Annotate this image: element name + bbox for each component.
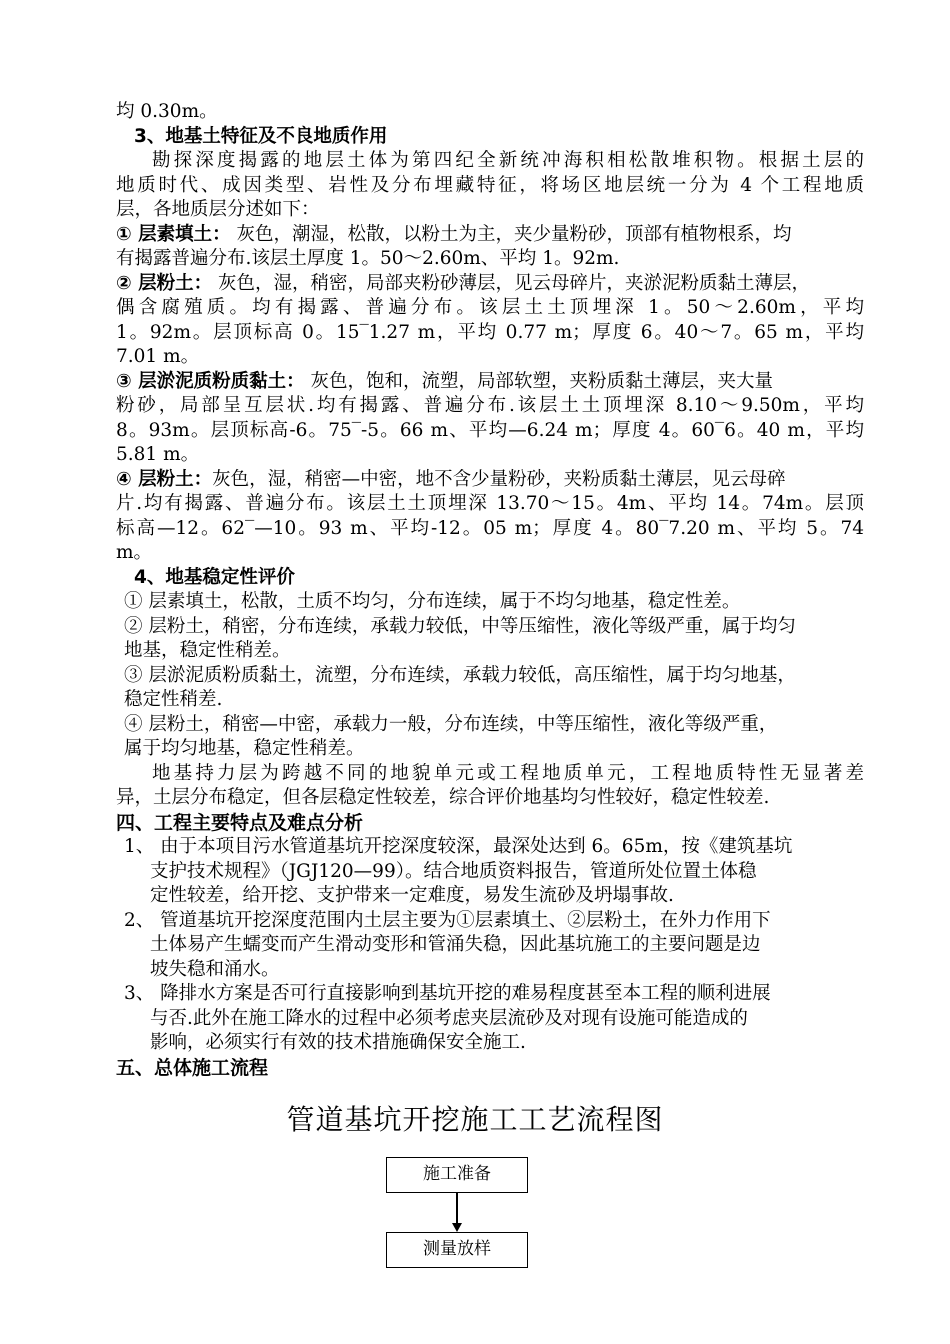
flow-step-prepare: 施工准备 xyxy=(386,1157,528,1193)
flowchart-title: 管道基坑开挖施工工艺流程图 xyxy=(286,1103,664,1136)
stratum-4-label: ④ 层粉土： xyxy=(116,468,213,490)
text-line: 地基持力层为跨越不同的地貌单元或工程地质单元，工程地质特性无显著差 xyxy=(152,762,864,784)
stratum-1-label: ① 层素填土： xyxy=(116,223,231,245)
text-line: 支护技术规程》（JGJ120—99）。结合地质资料报告，管道所处位置土体稳 xyxy=(150,860,757,882)
text-line: 影响，必须实行有效的技术措施确保安全施工. xyxy=(150,1032,526,1053)
text-line: 坡失稳和涌水。 xyxy=(150,958,280,980)
text-line: 勘探深度揭露的地层土体为第四纪全新统冲海积相松散堆积物。根据土层的 xyxy=(152,150,864,171)
stratum-2-line xyxy=(116,272,864,297)
section-heading-3: 3、地基土特征及不良地质作用 xyxy=(134,125,388,147)
stratum-1-line xyxy=(116,223,864,248)
text-line: 5.81 m。 xyxy=(116,444,200,465)
text-line: 地质时代、成因类型、岩性及分布埋藏特征，将场区地层统一分为 4 个工程地质 xyxy=(116,174,864,196)
text-line: 8。93m。层顶标高-6。75‾-5。66 m、平均—6.24 m；厚度 4。60‾6。40 m，平均 xyxy=(116,419,864,441)
text-span: 灰色，饱和，流塑，局部软塑，夹粉质黏土薄层，夹大量 xyxy=(304,370,773,392)
text-line: 地基，稳定性稍差。 xyxy=(124,640,291,661)
flow-arrow-line xyxy=(456,1193,458,1227)
chapter-heading-4: 四、工程主要特点及难点分析 xyxy=(116,811,364,834)
stratum-2-label: ② 层粉土： xyxy=(116,272,213,294)
text-span: 灰色，湿，稍密，局部夹粉砂薄层，见云母碎片，夹淤泥粉质黏土薄层， xyxy=(212,272,810,294)
text-line: 稳定性稍差. xyxy=(124,689,223,710)
stratum-3-label: ③ 层淤泥质粉质黏土： xyxy=(116,370,305,392)
text-line: 标高—12。62‾—10。93 m、平均-12。05 m；厚度 4。80‾7.20 m、平均 5。74 xyxy=(116,517,864,539)
text-line: 土体易产生蠕变而产生滑动变形和管涌失稳，因此基坑施工的主要问题是边 xyxy=(150,934,761,955)
text-line: 1、 由于本项目污水管道基坑开挖深度较深，最深处达到 6。65m，按《建筑基坑 xyxy=(124,836,793,857)
flow-arrow-head-icon xyxy=(452,1223,462,1232)
text-line: ① 层素填土，松散，土质不均匀，分布连续，属于不均匀地基，稳定性差。 xyxy=(124,591,741,612)
text-line: 7.01 m。 xyxy=(116,346,200,367)
stratum-4-line xyxy=(116,468,864,493)
text-line: 定性较差，给开挖、支护带来一定难度，易发生流砂及坍塌事故. xyxy=(150,885,674,906)
text-line: 异，土层分布稳定，但各层稳定性较差，综合评价地基均匀性较好，稳定性较差. xyxy=(116,787,770,808)
text-line: ④ 层粉土，稍密—中密，承载力一般，分布连续，中等压缩性，液化等级严重， xyxy=(124,713,778,735)
text-line: 粉砂，局部呈互层状.均有揭露、普遍分布.该层土土顶埋深 8.10～9.50m，平均 xyxy=(116,395,864,416)
document-body xyxy=(116,100,864,1080)
text-line: 与否.此外在施工降水的过程中必须考虑夹层流砂及对现有设施可能造成的 xyxy=(150,1007,748,1029)
text-line: 有揭露普遍分布.该层土厚度 1。50～2.60m、平均 1。92m. xyxy=(116,248,620,269)
text-line: 属于均匀地基，稳定性稍差。 xyxy=(124,738,365,759)
text-span: 灰色，湿，稍密—中密，地不含少量粉砂，夹粉质黏土薄层，见云母碎 xyxy=(212,468,786,490)
text-line: 偶含腐殖质。均有揭露、普遍分布。该层土土顶埋深 1。50～2.60m，平均 xyxy=(116,297,864,318)
stratum-3-line xyxy=(116,370,864,395)
text-line: 片.均有揭露、普遍分布。该层土土顶埋深 13.70～15。4m、平均 14。74m。层顶 xyxy=(116,493,864,514)
text-line: 均 0.30m。 xyxy=(116,101,218,122)
text-line: ③ 层淤泥质粉质黏土，流塑，分布连续，承载力较低，高压缩性，属于均匀地基， xyxy=(124,664,796,686)
chapter-heading-5: 五、总体施工流程 xyxy=(116,1056,269,1079)
flow-step-survey: 测量放样 xyxy=(386,1232,528,1268)
text-line: ② 层粉土，稍密，分布连续，承载力较低，中等压缩性，液化等级严重，属于均匀 xyxy=(124,615,796,637)
text-line: 层，各地质层分述如下： xyxy=(116,199,320,220)
text-line: 3、 降排水方案是否可行直接影响到基坑开挖的难易程度甚至本工程的顺利进展 xyxy=(124,983,771,1004)
text-line: 2、 管道基坑开挖深度范围内土层主要为①层素填土、②层粉土，在外力作用下 xyxy=(124,909,771,931)
text-span: 灰色，潮湿，松散，以粉土为主，夹少量粉砂，顶部有植物根系，均 xyxy=(230,223,792,245)
text-line: m。 xyxy=(116,542,153,563)
section-heading-4: 4、地基稳定性评价 xyxy=(134,566,295,588)
text-line: 1。92m。层顶标高 0。15‾1.27 m，平均 0.77 m；厚度 6。40～7。65 m，平均 xyxy=(116,321,864,343)
